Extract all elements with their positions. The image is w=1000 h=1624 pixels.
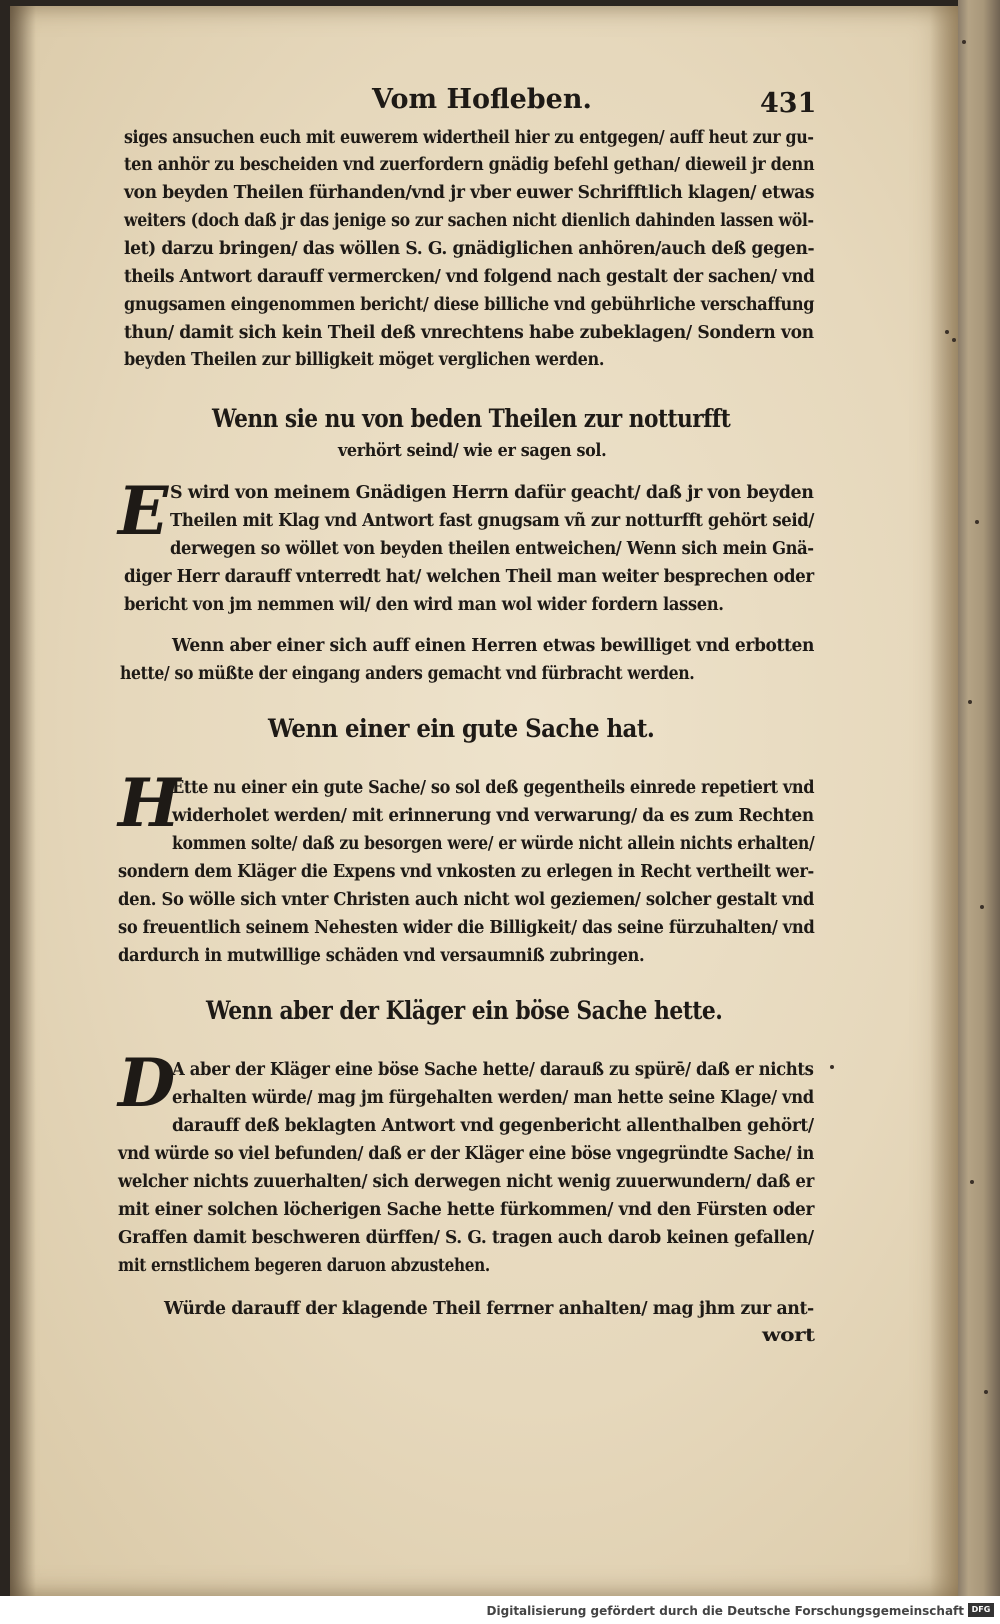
text-line: A aber der Kläger eine böse Sache hette/ darauß zu spürē/ daß er nichts (172, 1060, 814, 1080)
decorated-initial: H (118, 764, 181, 842)
text-line: widerholet werden/ mit erinnerung vnd verwarung/ da es zum Rechten (172, 806, 814, 826)
text-line: S wird von meinem Gnädigen Herrn dafür geacht/ daß jr von beyden (170, 483, 814, 503)
text-line: Wenn aber einer sich auff einen Herren etwas bewilliget vnd erbotten (172, 636, 815, 656)
text-line: ten anhör zu bescheiden vnd zuerfordern gnädig befehl gethan/ dieweil jr denn (124, 155, 815, 175)
page-number: 431 (760, 88, 817, 119)
decorated-initial: E (118, 472, 169, 550)
text-line: welcher nichts zuuerhalten/ sich derwegen nicht wenig zuuerwundern/ daß er (118, 1172, 814, 1192)
book-cover-edge (958, 0, 1000, 1596)
text-line: den. So wölle sich vnter Christen auch nicht wol geziemen/ solcher gestalt vnd (118, 890, 815, 910)
text-line: bericht von jm nemmen wil/ den wird man wol wider fordern lassen. (124, 595, 724, 615)
digitization-credit: Digitalisierung gefördert durch die Deutsche Forschungsgemeinschaft (486, 1604, 964, 1618)
text-line: Würde darauff der klagende Theil ferrner anhalten/ mag jhm zur ant- (164, 1299, 814, 1319)
text-line: let) darzu bringen/ das wöllen S. G. gnädiglichen anhören/auch deß gegen- (124, 239, 815, 259)
text-line: diger Herr darauff vnterredt hat/ welchen Theil man weiter besprechen oder (124, 567, 814, 587)
scanner-background-left (0, 0, 10, 1596)
spine-shadow (10, 6, 36, 1596)
text-line: darauff deß beklagten Antwort vnd gegenbericht allenthalben gehört/ (172, 1116, 814, 1136)
ink-speck (968, 700, 972, 704)
ink-speck (975, 520, 979, 524)
ink-speck (962, 40, 966, 44)
text-line: mit einer solchen löcherigen Sache hette fürkommen/ vnd den Fürsten oder (118, 1200, 815, 1220)
section-heading: Wenn einer ein gute Sache hat. (268, 714, 655, 743)
section-subheading: verhört seind/ wie er sagen sol. (338, 440, 607, 461)
text-line: Theilen mit Klag vnd Antwort fast gnugsam vñ zur notturfft gehört seid/ (170, 511, 815, 531)
text-line: vnd würde so viel befunden/ daß er der Kläger eine böse vngegründte Sache/ in (118, 1144, 814, 1164)
text-line: weiters (doch daß jr das jenige so zur sachen nicht dienlich dahinden lassen wöl- (124, 211, 814, 231)
text-line: mit ernstlichem begeren daruon abzustehen. (118, 1256, 490, 1276)
text-line: von beyden Theilen fürhanden/vnd jr vber euwer Schrifftlich klagen/ etwas (124, 183, 815, 203)
ink-speck (984, 1390, 988, 1394)
text-line: Graffen damit beschweren dürffen/ S. G. tragen auch darob keinen gefallen/ (118, 1228, 814, 1248)
section-heading: Wenn aber der Kläger ein böse Sache hette. (206, 996, 723, 1025)
text-line: beyden Theilen zur billigkeit möget verglichen werden. (124, 350, 605, 370)
text-line: so freuentlich seinem Nehesten wider die Billigkeit/ das seine fürzuhalten/ vnd (118, 918, 815, 938)
ink-speck (830, 1065, 834, 1069)
text-line: erhalten würde/ mag jm fürgehalten werden/ man hette seine Klage/ vnd (172, 1088, 814, 1108)
text-line: theils Antwort darauff vermercken/ vnd folgend nach gestalt der sachen/ vnd (124, 267, 815, 287)
text-line: sondern dem Kläger die Expens vnd vnkosten zu erlegen in Recht vertheilt wer- (118, 862, 814, 882)
text-line: dardurch in mutwillige schäden vnd versaumniß zubringen. (118, 946, 645, 966)
text-line: thun/ damit sich kein Theil deß vnrechtens habe zubeklagen/ Sondern von (124, 323, 814, 343)
text-line: hette/ so müßte der eingang anders gemacht vnd fürbracht werden. (120, 664, 695, 684)
ink-speck (970, 1180, 974, 1184)
text-line: gnugsamen eingenommen bericht/ diese billiche vnd gebührliche verschaffung (124, 295, 815, 315)
text-line: derwegen so wöllet von beyden theilen entweichen/ Wenn sich mein Gnä- (170, 539, 814, 559)
text-line: siges ansuchen euch mit euwerem widertheil hier zu entgegen/ auff heut zur gu- (124, 128, 814, 148)
section-heading: Wenn sie nu von beden Theilen zur notturfft (212, 404, 731, 433)
running-head: Vom Hofleben. (372, 84, 592, 115)
decorated-initial: D (118, 1044, 176, 1122)
text-line: Ette nu einer ein gute Sache/ so sol deß gegentheils einrede repetiert vnd (172, 778, 815, 798)
ink-speck (952, 338, 956, 342)
catchword: wort (762, 1326, 815, 1346)
ink-speck (980, 905, 984, 909)
ink-speck (945, 330, 949, 334)
dfg-logo: DFG (968, 1603, 994, 1617)
text-line: kommen solte/ daß zu besorgen were/ er würde nicht allein nichts erhalten/ (172, 834, 815, 854)
page-fore-edge (930, 6, 958, 1596)
